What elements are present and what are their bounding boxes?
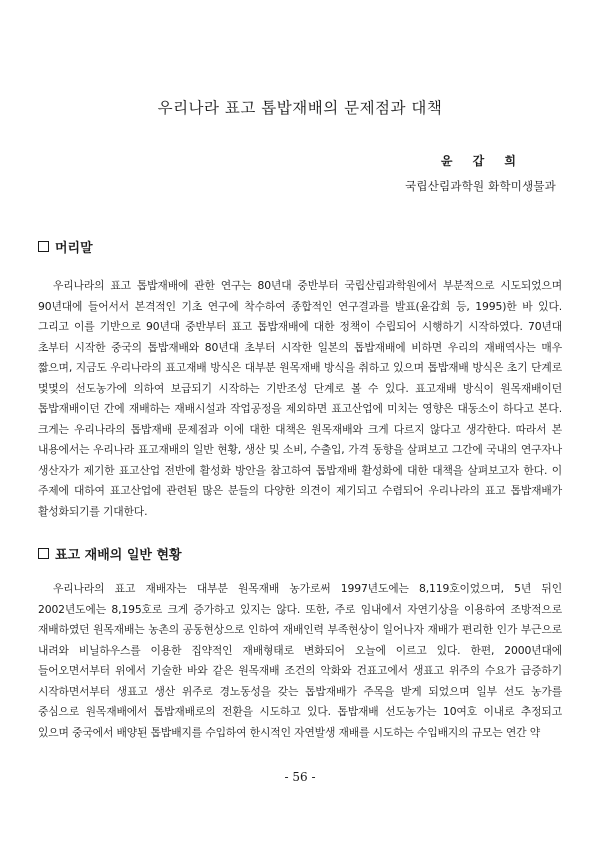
section-paragraph-status: 우리나라의 표고 재배자는 대부분 원목재배 농가로써 1997년도에는 8,119호이었으며, 5년 뒤인 2002년도에는 8,195호로 크게 증가하고 있지는 않다. 또한, 주로 임내에서 자연기상을 이용하여 조방적으로 재배하였던 원목재배는 농촌의 공동현상으로 인하여 재배인력 부족현상이 일어나자 재배가 편리한 인가 부근으로 내려와 비닐하우스를 이용한 집약적인 재배형태로 변화되어 오늘에 이르고 있다. 한편, 2000년대에 들어오면서부터 위에서 기술한 바와 같은 원목재배 조건의 악화와 건표고에서 생표고 위주의 수요가 급증하기 시작하면서부터 생표고 생산 위주로 경노동성을 갖는 톱밥재배가 주목을 받게 되었으며 일부 선도 농가를 중심으로 원목재배에서 톱밥재배로의 전환을 시도하고 있다. 톱밥재배 선도농가는 10여호 이내로 추정되고 있으며 중국에서 배양된 톱밥배지를 수입하여 한시적인 자연발생 재배를 시도하는 수입배지의 규모는 연간 약 [38, 582, 562, 739]
author-affiliation: 국립산림과학원 화학미생물과 [405, 179, 556, 193]
page-title: 우리나라 표고 톱밥재배의 문제점과 대책 [157, 99, 443, 117]
checkbox-square-icon [38, 241, 49, 252]
section-heading-text: 머리말 [55, 241, 93, 256]
section-heading-status [38, 544, 182, 563]
section-paragraph-intro: 우리나라의 표고 톱밥재배에 관한 연구는 80년대 중반부터 국립산림과학원에서 부분적으로 시도되었으며 90년대에 들어서서 본격적인 기초 연구에 착수하여 종합적인 연구결과를 발표(윤갑희 등, 1995)한 바 있다. 그리고 이를 기반으로 90년대 중반부터 표고 톱밥재배에 대한 정책이 수립되어 시행하기 시작하였다. 70년대 초부터 시작한 중국의 톱밥재배와 80년대 초부터 시작한 일본의 톱밥재배에 비하면 우리의 재배역사는 매우 짧으며, 지금도 우리나라의 표고재배 방식은 대부분 원목재배 방식을 취하고 있으며 톱밥재배 방식은 초기 단계로 몇몇의 선도농가에 의하여 보급되기 시작하는 기반조성 단계로 볼 수 있다. 표고재배 방식이 원목재배이던 톱밥재배이던 간에 재배하는 재배시설과 작업공정을 제외하면 표고산업에 미치는 영향은 대동소이 하다고 본다. 크게는 우리나라의 톱밥재배 문제점과 이에 대한 대책은 원목재배와 크게 다르지 않다고 생각한다. 따라서 본 내용에서는 우리나라 표고재배의 일반 현황, 생산 및 소비, 수출입, 가격 동향을 살펴보고 그간에 국내의 연구자나 생산자가 제기한 표고산업 전반에 활성화 방안을 참고하여 톱밥재배 활성화에 대한 대책을 살펴보고자 한다. 이 주제에 대하여 표고산업에 관련된 많은 분들의 다양한 의견이 제기되고 수렴되어 우리나라의 표고 톱밥재배가 활성화되기를 기대한다. [38, 279, 562, 518]
section-heading-intro [38, 237, 93, 256]
author-name: 윤 갑 희 [440, 154, 524, 168]
page-number: - 56 - [284, 770, 316, 784]
checkbox-square-icon [38, 548, 49, 559]
section-heading-text: 표고 재배의 일반 현황 [55, 548, 182, 563]
